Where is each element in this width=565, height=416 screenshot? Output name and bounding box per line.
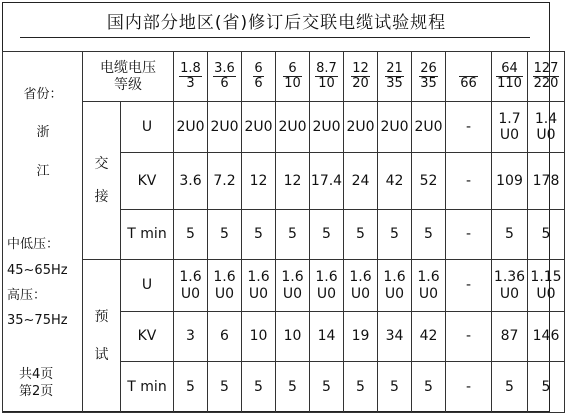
cell-value: U0 <box>214 285 235 302</box>
table-cell <box>378 210 412 260</box>
page-total: 共4页 <box>19 367 54 382</box>
table-cell <box>344 102 378 153</box>
voltage-numerator: 64 <box>496 62 523 77</box>
table-cell <box>242 153 276 210</box>
table-row <box>3 260 565 312</box>
voltage-numerator: 1.8 <box>180 60 201 76</box>
voltage-numerator <box>459 62 478 77</box>
row-label: KV <box>121 312 174 362</box>
cell-value: 34 <box>385 328 404 345</box>
cell-value: 1.6 <box>349 269 372 286</box>
table-cell <box>276 260 310 312</box>
table-cell <box>208 102 242 153</box>
header-row <box>3 52 565 102</box>
table-cell <box>344 312 378 362</box>
voltage-numerator: 3.6 <box>214 60 235 76</box>
table-cell <box>492 312 528 362</box>
table-cell <box>174 210 208 260</box>
voltage-numerator: 127 <box>533 60 559 76</box>
table-cell <box>174 260 208 312</box>
cell-value: 6 <box>220 328 229 345</box>
cell-value: - <box>465 226 472 243</box>
section-char: 预 <box>94 308 109 325</box>
cell-value: 2U0 <box>346 118 375 135</box>
table-cell <box>276 312 310 362</box>
table-cell <box>446 312 492 362</box>
freq-label: 高压： <box>7 288 47 303</box>
table-cell <box>208 260 242 312</box>
preventive-section-label <box>83 260 121 413</box>
voltage-denominator: 10 <box>284 76 301 91</box>
table-cell <box>174 102 208 153</box>
cell-value: 5 <box>390 378 399 395</box>
table-cell <box>412 260 446 312</box>
cell-value: 1.6 <box>247 269 270 286</box>
voltage-level-header <box>83 52 174 102</box>
voltage-denominator: 6 <box>220 76 229 91</box>
table-cell <box>242 102 276 153</box>
province-label: 省份： <box>23 87 63 102</box>
cell-value: 24 <box>351 172 370 189</box>
cell-value: - <box>465 118 472 135</box>
cell-value: 7.2 <box>213 172 236 189</box>
cell-value: 5 <box>424 226 433 243</box>
cell-value: 5 <box>356 226 365 243</box>
cell-value: 109 <box>496 172 523 189</box>
table-cell <box>208 153 242 210</box>
voltage-level-cell <box>412 52 446 102</box>
table-cell <box>344 362 378 413</box>
cell-value: 5 <box>254 378 263 395</box>
cell-value: 1.15 <box>530 269 562 286</box>
table-cell <box>242 210 276 260</box>
cell-value: U0 <box>499 285 520 302</box>
voltage-numerator: 26 <box>420 60 437 76</box>
voltage-denominator: 110 <box>497 76 522 91</box>
cell-value: U0 <box>350 285 371 302</box>
voltage-level-cell <box>276 52 310 102</box>
table-cell <box>378 312 412 362</box>
table-cell <box>528 210 565 260</box>
row-label: KV <box>121 153 174 210</box>
cell-value: 14 <box>317 328 336 345</box>
title-underline <box>20 37 530 38</box>
table-cell <box>242 312 276 362</box>
cell-value: 5 <box>541 378 551 395</box>
cell-value: 1.4 <box>534 110 558 127</box>
cell-value: 5 <box>541 226 551 243</box>
cell-value: 1.6 <box>179 269 202 286</box>
cell-value: U0 <box>282 285 303 302</box>
row-label: T min <box>121 362 174 413</box>
cell-value: 52 <box>419 172 438 189</box>
voltage-numerator: 12 <box>352 60 369 76</box>
header-label-line2: 等级 <box>114 76 142 93</box>
cell-value: 2U0 <box>380 118 409 135</box>
section-char: 交 <box>94 156 109 173</box>
cell-value: 5 <box>186 378 195 395</box>
cell-value: 5 <box>186 226 195 243</box>
cell-value: 2U0 <box>278 118 307 135</box>
cell-value: 5 <box>390 226 399 243</box>
cell-value: 1.7 <box>498 110 521 127</box>
table-cell <box>446 102 492 153</box>
voltage-level-cell <box>242 52 276 102</box>
table-cell <box>528 312 565 362</box>
header-label-line1: 电缆电压 <box>100 60 156 77</box>
cell-value: - <box>465 172 472 189</box>
voltage-denominator: 10 <box>318 76 335 91</box>
freq-range: 45~65Hz <box>7 263 68 278</box>
voltage-level-cell <box>378 52 412 102</box>
cell-value: 12 <box>249 172 268 189</box>
handover-section-label <box>83 102 121 260</box>
table-cell <box>446 362 492 413</box>
cell-value: 1.6 <box>383 269 406 286</box>
table-cell <box>344 210 378 260</box>
cell-value: U0 <box>384 285 405 302</box>
voltage-denominator: 35 <box>386 76 403 91</box>
table-cell <box>412 362 446 413</box>
cell-value: 10 <box>249 328 268 345</box>
table-cell <box>276 362 310 413</box>
cell-value: 2U0 <box>312 118 341 135</box>
cell-value: 87 <box>500 328 519 345</box>
page-number: 第2页 <box>19 384 54 399</box>
row-label: U <box>121 260 174 312</box>
cell-value: U0 <box>418 285 439 302</box>
voltage-level-cell <box>446 52 492 102</box>
cell-value: 5 <box>424 378 433 395</box>
table-cell <box>174 312 208 362</box>
voltage-level-cell <box>528 52 565 102</box>
voltage-denominator: 20 <box>352 76 369 91</box>
table-cell <box>528 362 565 413</box>
table-cell <box>344 153 378 210</box>
cell-value: U0 <box>536 127 556 143</box>
province-char: 江 <box>36 164 50 179</box>
cell-value: 42 <box>385 172 404 189</box>
cell-value: 5 <box>220 378 229 395</box>
table-cell <box>310 102 344 153</box>
voltage-level-cell <box>208 52 242 102</box>
cell-value: 5 <box>322 226 331 243</box>
table-cell <box>492 102 528 153</box>
table-cell <box>208 362 242 413</box>
cell-value: 2U0 <box>210 118 239 135</box>
voltage-denominator: 220 <box>533 76 559 91</box>
cell-value: 5 <box>254 226 263 243</box>
cell-value: 2U0 <box>414 118 443 135</box>
table-cell <box>412 153 446 210</box>
voltage-numerator: 6 <box>254 60 263 76</box>
table-row <box>3 102 565 153</box>
table-cell <box>378 260 412 312</box>
cell-value: - <box>465 328 472 345</box>
voltage-level-cell <box>310 52 344 102</box>
table-cell <box>528 153 565 210</box>
row-label: T min <box>121 210 174 260</box>
table-cell <box>344 260 378 312</box>
table-cell <box>310 312 344 362</box>
cell-value: 1.6 <box>213 269 236 286</box>
table-cell <box>276 102 310 153</box>
voltage-level-cell <box>492 52 528 102</box>
table-cell <box>310 210 344 260</box>
table-cell <box>174 153 208 210</box>
cell-value: 5 <box>288 378 297 395</box>
cell-value: U0 <box>180 285 201 302</box>
section-char: 试 <box>94 347 109 363</box>
voltage-denominator: 6 <box>254 76 263 91</box>
table-cell <box>446 210 492 260</box>
table-cell <box>276 210 310 260</box>
province-char: 浙 <box>36 125 50 140</box>
voltage-level-cell <box>344 52 378 102</box>
voltage-level-cell <box>174 52 208 102</box>
voltage-numerator: 21 <box>386 60 403 76</box>
table-cell <box>492 210 528 260</box>
cell-value: 19 <box>351 328 370 345</box>
cell-value: 1.6 <box>315 269 338 286</box>
cell-value: 1.6 <box>417 269 440 286</box>
cell-value: 178 <box>532 172 560 189</box>
cell-value: 146 <box>532 328 560 345</box>
cell-value: - <box>465 277 472 294</box>
cell-value: 1.6 <box>281 269 304 286</box>
table-cell <box>276 153 310 210</box>
cell-value: 5 <box>505 226 514 243</box>
cell-value: 10 <box>283 328 302 345</box>
table-cell <box>412 312 446 362</box>
cell-value: 17.4 <box>310 172 343 189</box>
row-label: U <box>121 102 174 153</box>
table-cell <box>174 362 208 413</box>
table-cell <box>242 362 276 413</box>
cell-value: U0 <box>499 127 520 143</box>
cell-value: 1.36 <box>493 269 526 286</box>
table-cell <box>492 153 528 210</box>
table-cell <box>310 260 344 312</box>
cell-value: 3 <box>186 328 195 345</box>
cell-value: 3.6 <box>179 172 202 189</box>
test-spec-table <box>2 51 565 413</box>
table-cell <box>310 153 344 210</box>
voltage-denominator: 66 <box>460 75 477 91</box>
cell-value: 5 <box>356 378 365 395</box>
table-cell <box>242 260 276 312</box>
section-char: 接 <box>94 188 109 205</box>
voltage-denominator: 3 <box>186 76 195 91</box>
cell-value: 42 <box>419 328 438 345</box>
cell-value: 5 <box>288 226 297 243</box>
table-cell <box>412 102 446 153</box>
table-cell <box>378 362 412 413</box>
cell-value: 5 <box>505 378 514 395</box>
table-cell <box>208 312 242 362</box>
table-cell <box>446 153 492 210</box>
table-cell <box>378 102 412 153</box>
voltage-numerator: 8.7 <box>316 60 337 76</box>
voltage-numerator: 6 <box>283 62 302 77</box>
left-info-column <box>3 52 83 413</box>
cell-value: U0 <box>536 285 556 302</box>
voltage-denominator: 35 <box>420 76 437 91</box>
cell-value: U0 <box>248 285 269 302</box>
document-title: 国内部分地区(省)修订后交联电缆试验规程 <box>106 13 447 33</box>
table-cell <box>528 260 565 312</box>
cell-value: 5 <box>322 378 331 395</box>
cell-value: 12 <box>283 172 302 189</box>
freq-label: 中低压： <box>7 237 60 252</box>
table-cell <box>208 210 242 260</box>
cell-value: 2U0 <box>176 118 205 135</box>
table-cell <box>492 362 528 413</box>
table-cell <box>310 362 344 413</box>
table-cell <box>528 102 565 153</box>
cell-value: 5 <box>220 226 229 243</box>
table-cell <box>492 260 528 312</box>
freq-range: 35~75Hz <box>7 313 68 328</box>
cell-value: U0 <box>316 285 337 302</box>
table-cell <box>446 260 492 312</box>
cell-value: 2U0 <box>244 118 273 135</box>
cell-value: - <box>465 378 472 395</box>
table-cell <box>378 153 412 210</box>
table-cell <box>412 210 446 260</box>
